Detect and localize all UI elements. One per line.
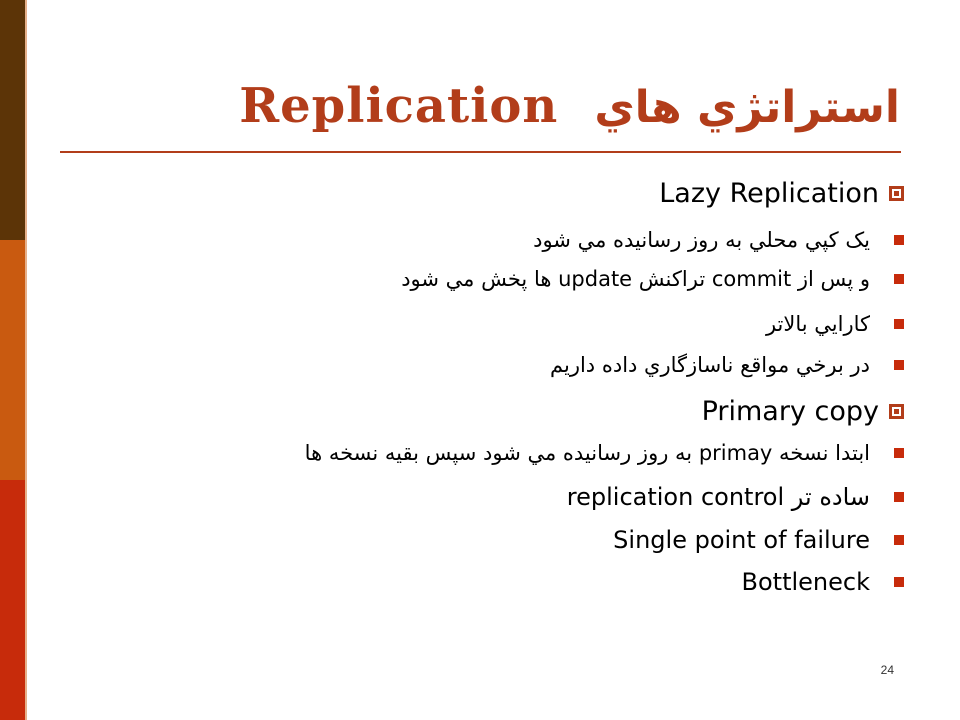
list-item-lazy-4: [550, 353, 904, 377]
bullet-text: کارايي بالاتر: [765, 312, 870, 336]
square-bullet-icon: [894, 360, 904, 370]
list-item-lazy-1: [533, 228, 904, 252]
list-item-primary-1: [305, 441, 904, 465]
list-item-primary-3: [613, 526, 904, 554]
title-english: Replication: [239, 78, 559, 134]
item-label: Lazy Replication: [659, 178, 879, 209]
decorative-bar-top: [0, 0, 25, 240]
square-bullet-icon: [894, 274, 904, 284]
bullet-text: ابتدا نسخه primay به روز رسانيده مي شود سپس بقيه نسخه ها: [304, 441, 870, 465]
bullet-text: Bottleneck: [741, 568, 870, 596]
bullet-text: و پس از commit تراکنش update ها پخش مي شود: [401, 267, 870, 291]
decorative-bar-middle: [0, 240, 25, 480]
title-persian: استراتژي هاي: [594, 82, 900, 133]
hollow-square-bullet-icon: [889, 186, 904, 201]
hollow-square-bullet-icon: [889, 404, 904, 419]
square-bullet-icon: [894, 235, 904, 245]
decorative-bar-edge: [25, 0, 27, 720]
bullet-text: Single point of failure: [613, 526, 870, 554]
list-item-lazy-replication: [659, 178, 904, 209]
page-number: 24: [880, 663, 894, 677]
square-bullet-icon: [894, 492, 904, 502]
square-bullet-icon: [894, 535, 904, 545]
square-bullet-icon: [894, 577, 904, 587]
bullet-text: replication control ساده تر: [566, 483, 870, 511]
decorative-bar-bottom: [0, 480, 25, 720]
bullet-text: در برخي مواقع ناسازگاري داده داريم: [550, 353, 870, 377]
list-item-primary-4: [742, 568, 904, 596]
list-item-primary-2: [567, 483, 904, 511]
slide-title: [239, 78, 900, 134]
square-bullet-icon: [894, 319, 904, 329]
list-item-primary-copy: [702, 396, 904, 427]
list-item-lazy-3: [766, 312, 904, 336]
item-label: Primary copy: [701, 396, 879, 427]
bullet-text: يک کپي محلي به روز رسانيده مي شود: [533, 228, 870, 252]
title-divider: [60, 151, 901, 153]
square-bullet-icon: [894, 448, 904, 458]
list-item-lazy-2: [401, 267, 904, 291]
